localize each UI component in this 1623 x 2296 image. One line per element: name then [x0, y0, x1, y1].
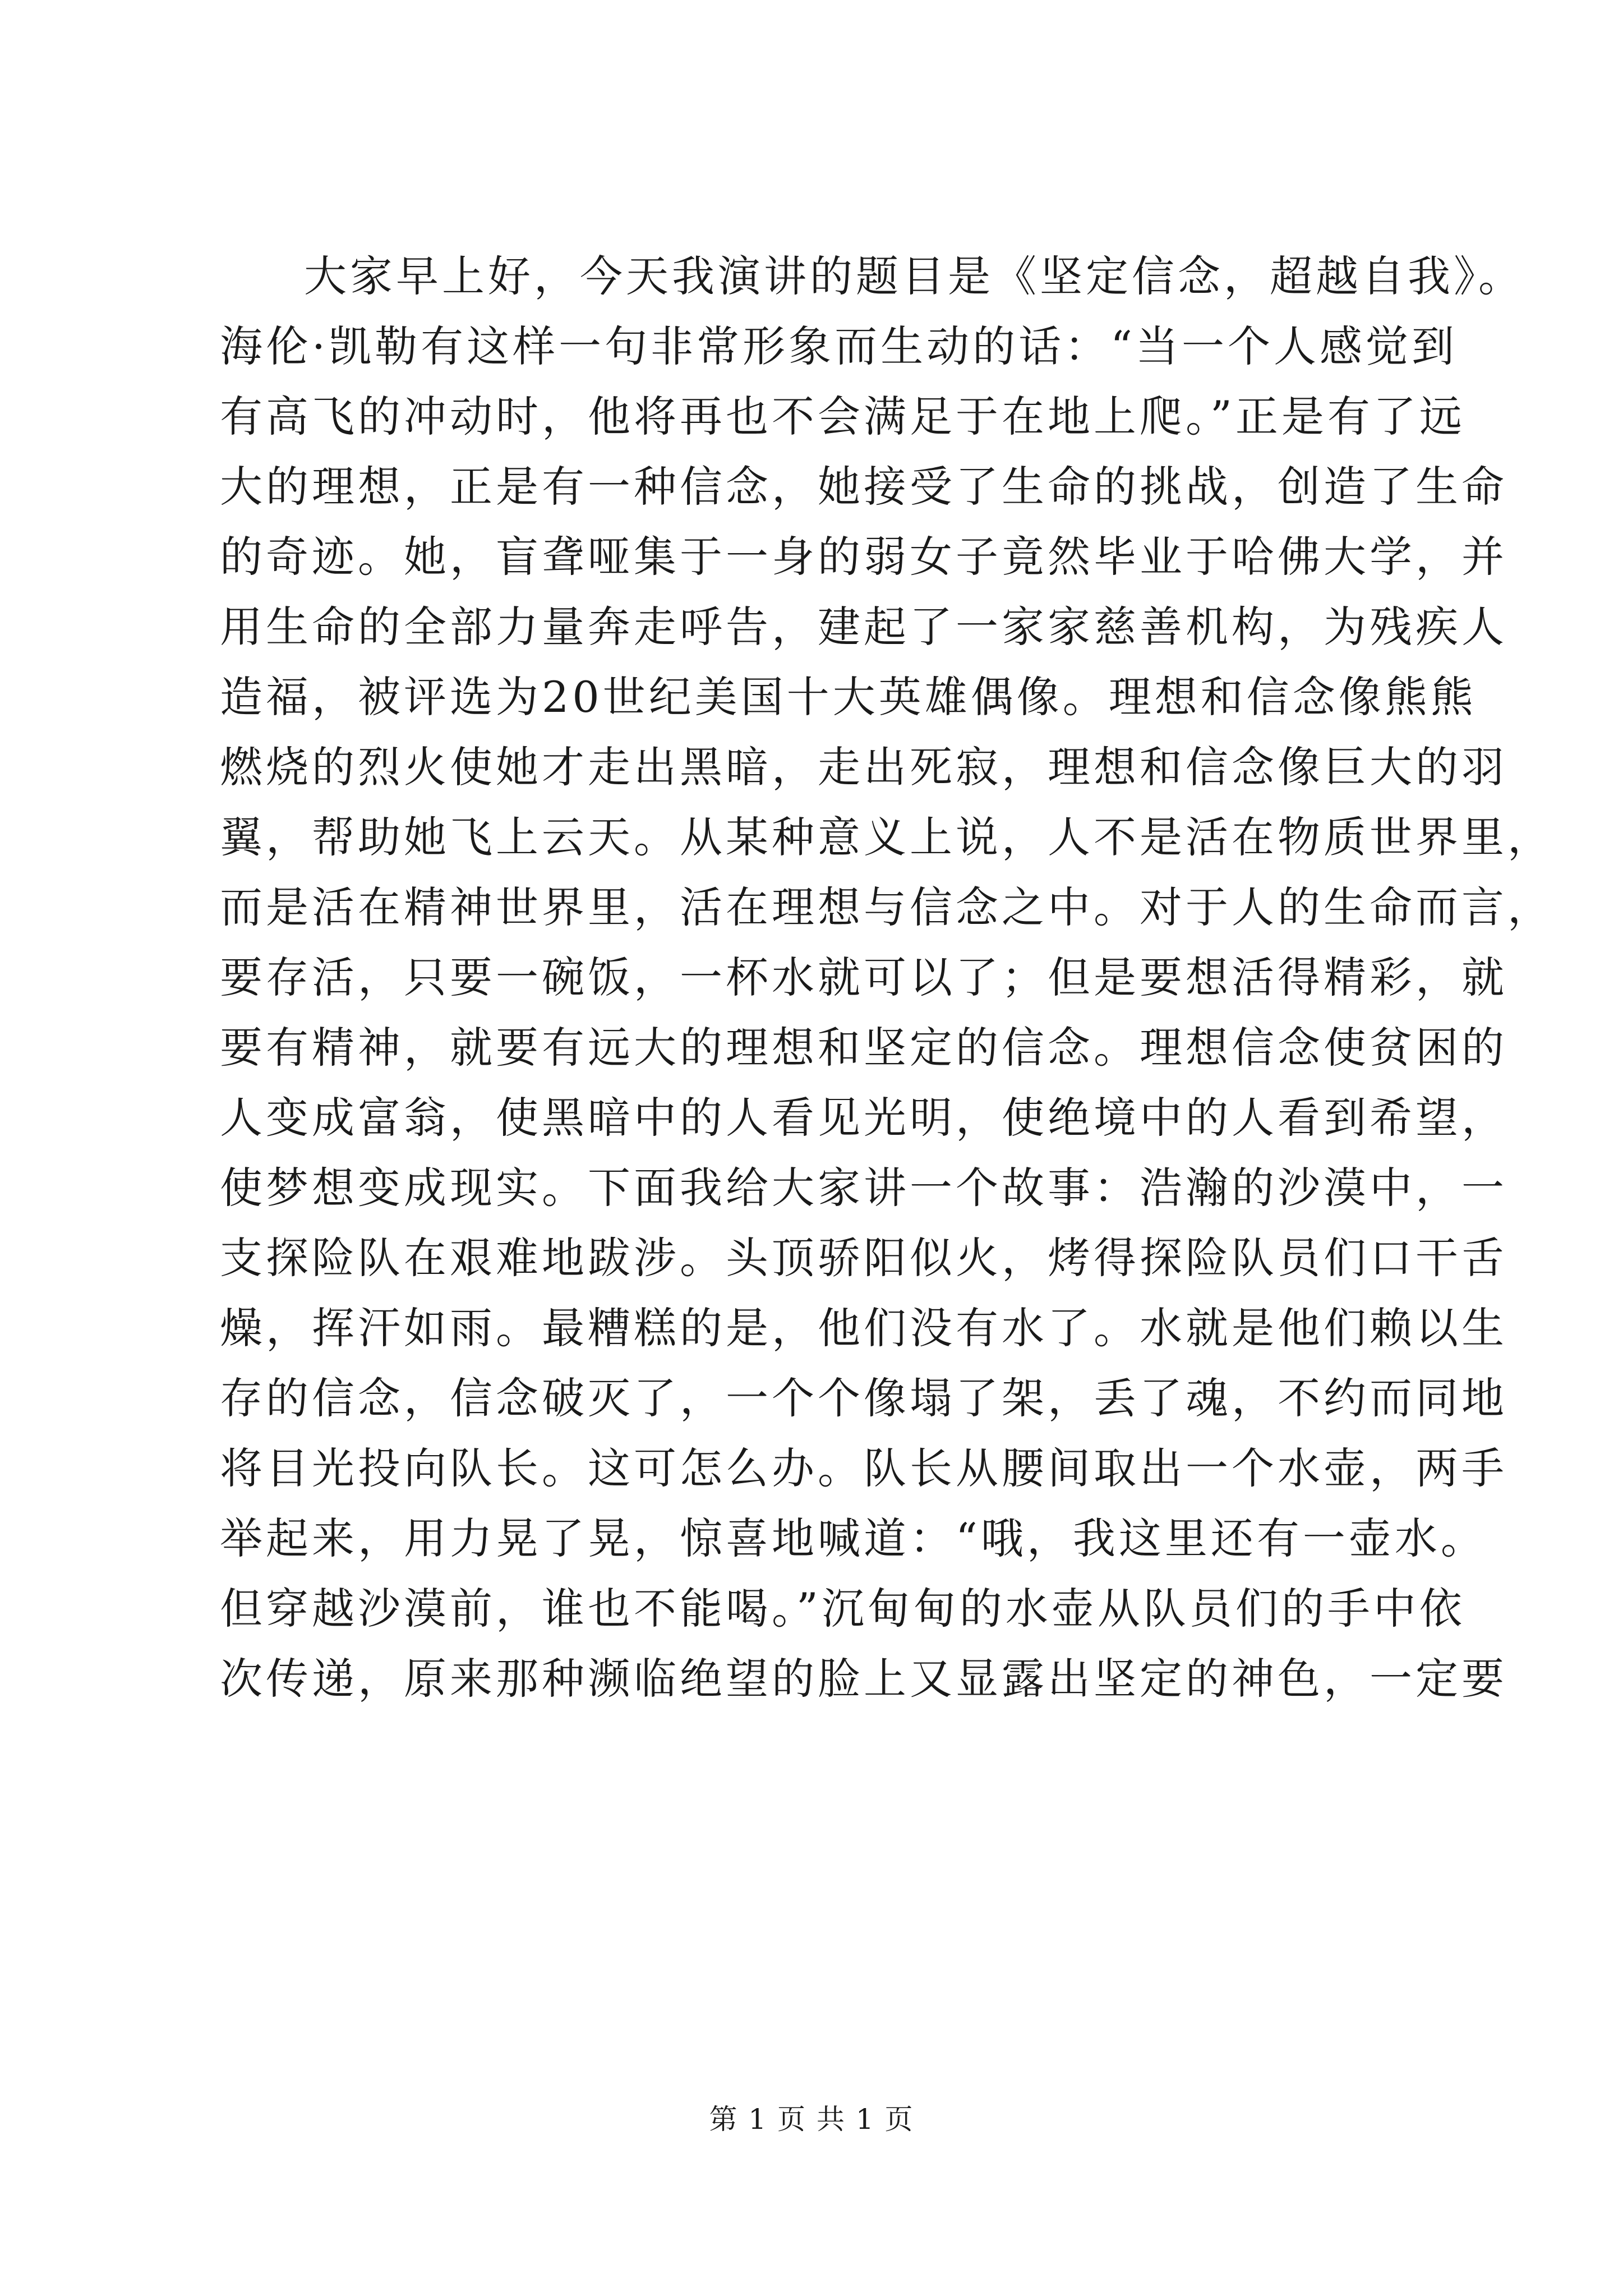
text-line: 有高飞的冲动时，他将再也不会满足于在地上爬。”正是有了远 [220, 392, 1465, 441]
text-line: 支探险队在艰难地跋涉。头顶骄阳似火，烤得探险队员们口干舌 [220, 1233, 1507, 1283]
text-line: 燃烧的烈火使她才走出黑暗，走出死寂，理想和信念像巨大的羽 [220, 742, 1507, 792]
page-number-footer: 第 1 页 共 1 页 [709, 2103, 914, 2136]
text-line: 使梦想变成现实。下面我给大家讲一个故事：浩瀚的沙漠中，一 [220, 1163, 1507, 1213]
text-line: 而是活在精神世界里，活在理想与信念之中。对于人的生命而言， [220, 882, 1553, 932]
text-line: 的奇迹。她，盲聋哑集于一身的弱女子竟然毕业于哈佛大学，并 [220, 532, 1507, 582]
text-line: 用生命的全部力量奔走呼告，建起了一家家慈善机构，为残疾人 [220, 602, 1507, 652]
text-line: 造福，被评选为20世纪美国十大英雄偶像。理想和信念像熊熊 [220, 672, 1477, 722]
text-line: 将目光投向队长。这可怎么办。队长从腰间取出一个水壶，两手 [220, 1443, 1507, 1493]
text-line: 举起来，用力晃了晃，惊喜地喊道：“哦，我这里还有一壶水。 [220, 1513, 1487, 1563]
text-line: 要存活，只要一碗饭，一杯水就可以了；但是要想活得精彩，就 [220, 953, 1507, 1002]
text-line: 要有精神，就要有远大的理想和坚定的信念。理想信念使贫困的 [220, 1023, 1507, 1073]
text-line: 但穿越沙漠前，谁也不能喝。”沉甸甸的水壶从队员们的手中依 [220, 1584, 1465, 1634]
text-line: 存的信念，信念破灭了，一个个像塌了架，丢了魂，不约而同地 [220, 1373, 1507, 1423]
text-line: 人变成富翁，使黑暗中的人看见光明，使绝境中的人看到希望， [220, 1093, 1507, 1143]
text-line: 大的理想，正是有一种信念，她接受了生命的挑战，创造了生命 [220, 462, 1507, 512]
text-line: 燥，挥汗如雨。最糟糕的是，他们没有水了。水就是他们赖以生 [220, 1303, 1507, 1353]
body-text [220, 241, 1553, 1714]
text-line: 翼，帮助她飞上云天。从某种意义上说，人不是活在物质世界里， [220, 812, 1553, 862]
text-line: 大家早上好，今天我演讲的题目是《坚定信念，超越自我》。 [304, 251, 1524, 301]
text-line: 海伦·凯勒有这样一句非常形象而生动的话：“当一个人感觉到 [220, 321, 1458, 371]
text-line: 次传递，原来那种濒临绝望的脸上又显露出坚定的神色，一定要 [220, 1654, 1507, 1704]
